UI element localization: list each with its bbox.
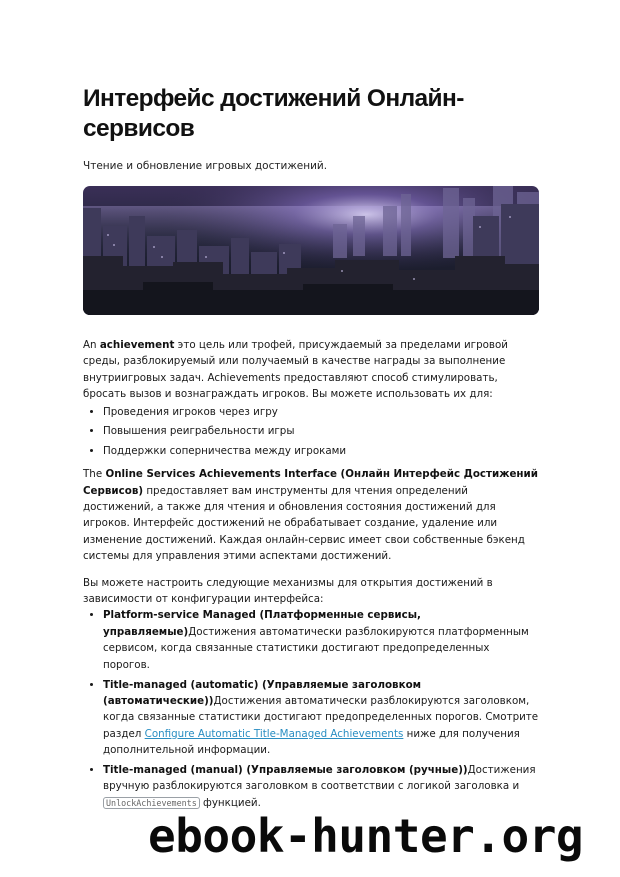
watermark: ebook-hunter.org bbox=[148, 809, 584, 863]
list-item: • Проведения игроков через игру bbox=[103, 403, 539, 423]
achievement-term: achievement bbox=[99, 339, 175, 351]
list-item: • Title-managed (manual) (Управляемые заголовком (ручные))Достижения вручную разблокируются заголовком в соответствии с логикой заголовка и UnlockAchievements функцией. bbox=[103, 762, 539, 811]
list-item: • Повышения реиграбельности игры bbox=[103, 422, 539, 442]
list-item: • Title-managed (automatic) (Управляемые заголовком (автоматические))Достижения автоматически разблокируются заголовком, когда связанные статистики достигают предопределенных порогов. Смотрите раздел Configure Automatic Title-Managed Achievements ниже для получения дополнительной информации. bbox=[103, 677, 539, 759]
page-title: Интерфейс достижений Онлайн-сервисов bbox=[83, 85, 464, 142]
mechanisms-list bbox=[83, 607, 539, 811]
list-item: • Platform-service Managed (Платформенные сервисы, управляемые)Достижения автоматически разблокируются платформенным сервисом, когда связанные статистики достигают предопределенных порогов. bbox=[103, 607, 539, 673]
uses-list bbox=[83, 403, 539, 462]
document-page bbox=[83, 84, 539, 815]
page-subtitle: Чтение и обновление игровых достижений. bbox=[83, 160, 328, 172]
configure-automatic-link[interactable]: Configure Automatic Title-Managed Achievements bbox=[144, 727, 404, 740]
mechanisms-intro: Вы можете настроить следующие механизмы для открытия достижений в зависимости от конфигурации интерфейса: bbox=[83, 576, 493, 605]
intro-paragraph: An achievement это цель или трофей, присуждаемый за пределами игровой среды, разблокируемый или получаемый в качестве награды за выполнение внутриигровых задач. Achievements предоставляют способ стимулировать, бросать вызов и вознаграждать игроков. Вы можете использовать их для: bbox=[83, 339, 508, 401]
unlock-achievements-code: UnlockAchievements bbox=[103, 797, 200, 809]
interface-name: Online Services Achievements Interface (Онлайн Интерфейс Достижений Сервисов) bbox=[83, 468, 538, 497]
interface-paragraph: The Online Services Achievements Interface (Онлайн Интерфейс Достижений Сервисов) предоставляет вам инструменты для чтения определений достижений, а также для чтения и обновления состояния достижений для игроков. Интерфейс достижений не обрабатывает создание, удаление или изменение достижений. Каждая онлайн-сервис имеет свои собственные бэкенд системы для управления этими аспектами достижений. bbox=[83, 468, 538, 563]
list-item: • Поддержки соперничества между игроками bbox=[103, 442, 539, 462]
hero-image bbox=[83, 186, 539, 315]
city-skyline-illustration bbox=[83, 186, 539, 315]
